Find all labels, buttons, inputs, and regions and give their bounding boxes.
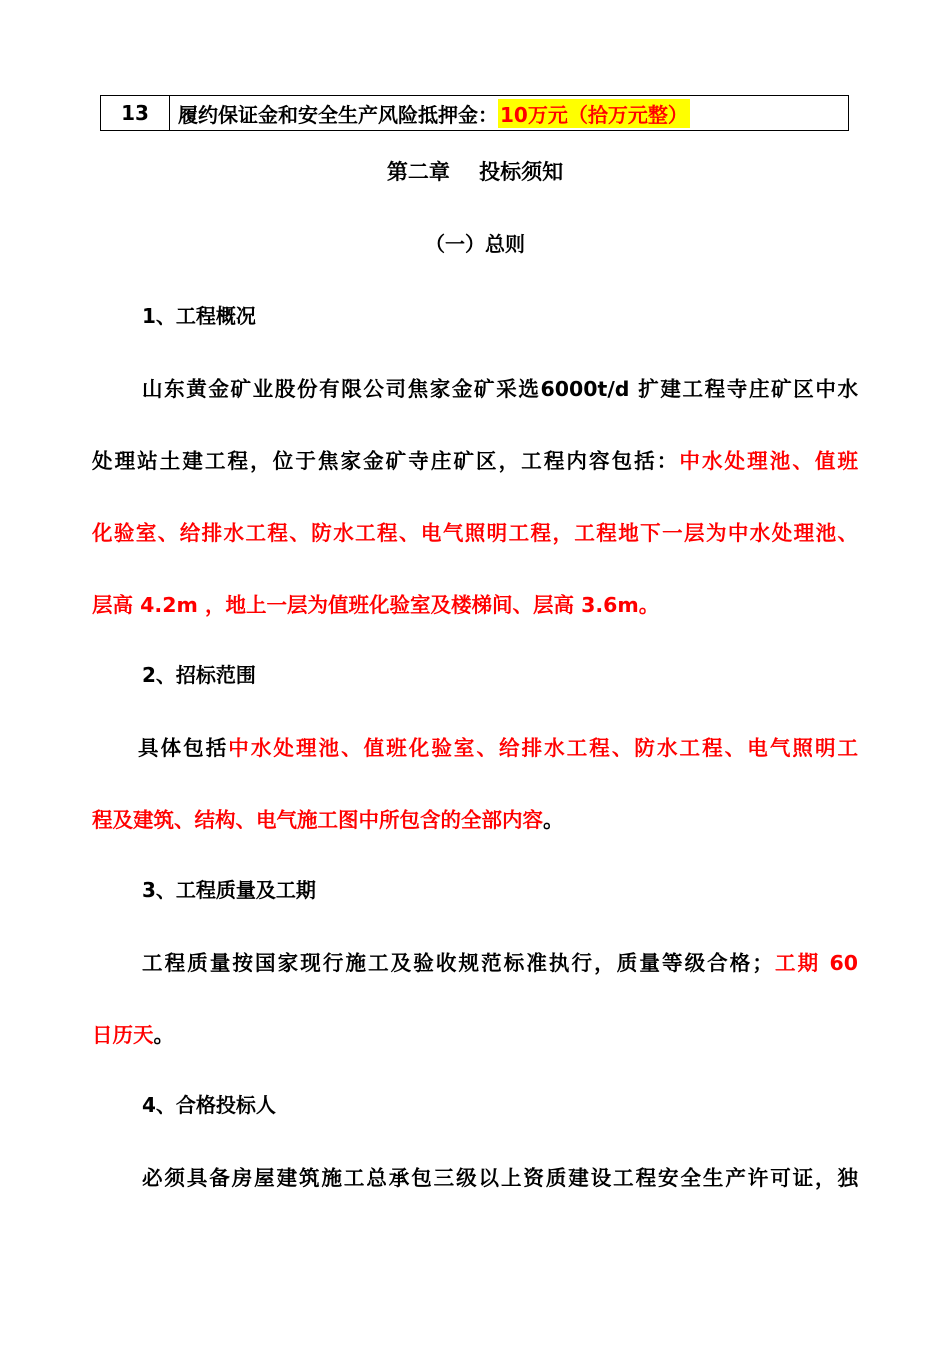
section-heading-2: 2、招标范围	[142, 663, 256, 687]
text-segment: 。	[543, 808, 564, 832]
red-text-segment: 中水处理池、值班化验室、给排水工程、防水工程、电气照明工	[228, 736, 858, 760]
text-segment: 山东黄金矿业股份有限公司焦家金矿采选6000t/d 扩建工程寺庄矿区中水	[142, 377, 858, 401]
section-heading-4: 4、合格投标人	[142, 1093, 276, 1117]
text-segment: 必须具备房屋建筑施工总承包三级以上资质建设工程安全生产许可证，独	[142, 1166, 858, 1190]
row-content	[170, 96, 848, 130]
text-segment: 。	[153, 1023, 174, 1047]
red-text-segment: 工期 60	[772, 951, 858, 975]
row-number: 13	[101, 96, 170, 130]
paragraph-line	[92, 1018, 858, 1048]
section-title: （一）总则	[425, 232, 525, 256]
red-text-segment: 化验室、给排水工程、防水工程、电气照明工程，工程地下一层为中水处理池、	[92, 521, 858, 545]
text-segment: 工程质量按国家现行施工及验收规范标准执行，质量等级合格；	[142, 951, 773, 975]
paragraph-line	[92, 803, 858, 833]
text-segment: 具体包括	[138, 736, 229, 760]
red-text-segment: 程及建筑、结构、电气施工图中所包含的全部内容	[92, 808, 543, 832]
paragraph-line	[92, 444, 858, 474]
paragraph-line	[92, 588, 858, 618]
red-text-segment: 层高 4.2m ，地上一层为值班化验室及楼梯间、层高 3.6m。	[92, 593, 660, 617]
text-segment: 处理站土建工程，位于焦家金矿寺庄矿区，工程内容包括：	[92, 449, 680, 473]
paragraph-line	[142, 946, 858, 976]
deposit-table-row	[100, 95, 849, 131]
paragraph-line	[138, 731, 858, 761]
red-text-segment: 日历天	[92, 1023, 154, 1047]
row-label: 履约保证金和安全生产风险抵押金：	[178, 102, 498, 127]
paragraph-line	[92, 516, 858, 546]
row-value-highlight: 10万元（拾万元整）	[498, 99, 690, 128]
chapter-title: 第二章 投标须知	[386, 160, 564, 184]
paragraph-line	[142, 372, 858, 402]
paragraph-line	[142, 1161, 858, 1191]
section-heading-1: 1、工程概况	[142, 304, 256, 328]
red-text-segment: 中水处理池、值班	[679, 449, 858, 473]
section-heading-3: 3、工程质量及工期	[142, 878, 316, 902]
